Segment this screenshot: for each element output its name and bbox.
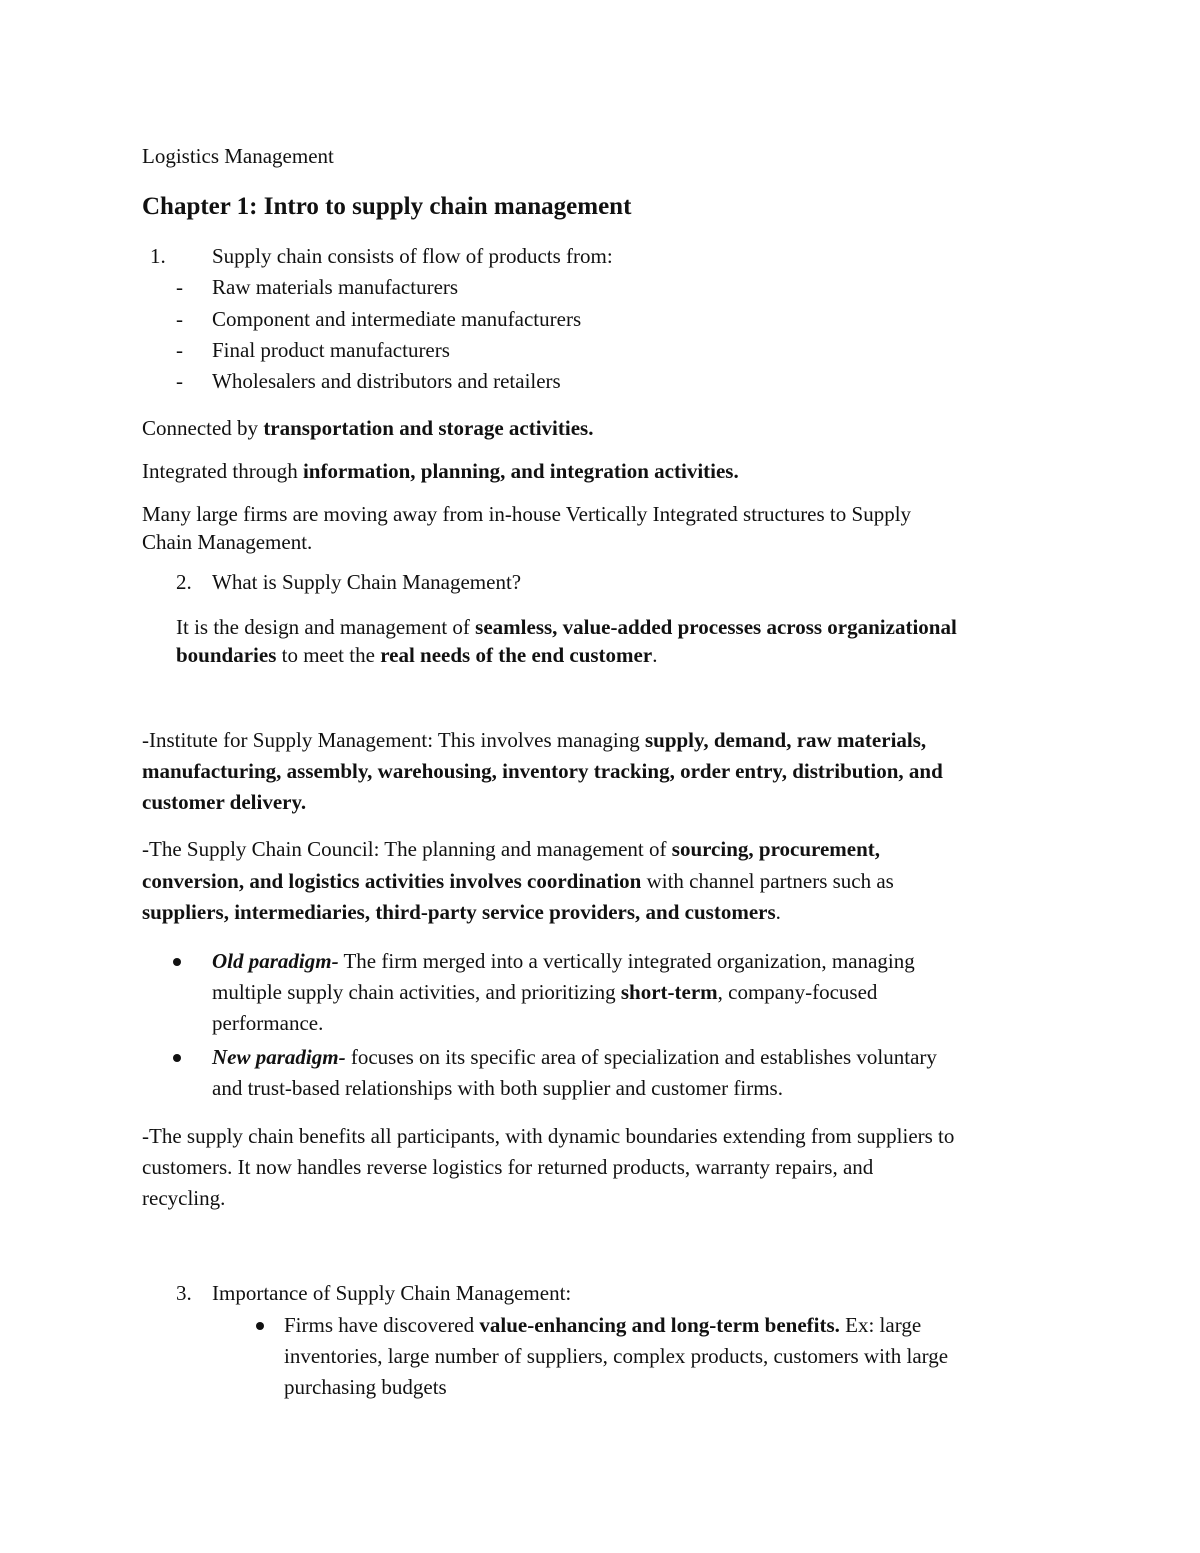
new-paradigm-line1: [212, 1042, 937, 1073]
section3-heading: Importance of Supply Chain Management:: [212, 1281, 572, 1305]
many-firms-line2: Chain Management.: [142, 530, 313, 554]
connected-paragraph: [142, 413, 593, 444]
importance-bold: value-enhancing and long-term benefits.: [479, 1313, 840, 1337]
old-paradigm-line2: [212, 977, 877, 1008]
ism-line1: [142, 725, 926, 756]
scc-line2: [142, 866, 894, 897]
importance-prefix: Firms have discovered: [284, 1313, 480, 1337]
definition-mid: to meet the: [276, 643, 381, 667]
new-paradigm-line2: and trust-based relationships with both supplier and customer firms.: [212, 1076, 783, 1100]
integrated-bold: information, planning, and integration activities.: [302, 459, 739, 483]
definition-end: .: [652, 643, 658, 667]
benefits-line1: -The supply chain benefits all participants, with dynamic boundaries extending from suppliers to: [142, 1124, 955, 1148]
benefits-line2: customers. It now handles reverse logistics for returned products, warranty repairs, and: [142, 1155, 874, 1179]
benefits-line3: recycling.: [142, 1186, 226, 1210]
ism-line2: manufacturing, assembly, warehousing, inventory tracking, order entry, distribution, and: [142, 759, 943, 783]
definition-bold3: real needs of the end customer: [380, 643, 653, 667]
connected-prefix: Connected by: [142, 416, 264, 440]
many-firms-line1: Many large firms are moving away from in-house Vertically Integrated structures to Supply: [142, 502, 912, 526]
definition-bold1: seamless, value-added processes across organizational: [475, 615, 957, 639]
bullet-icon: [173, 1054, 181, 1062]
new-paradigm-label: New paradigm-: [212, 1045, 346, 1069]
bullet-icon: [256, 1322, 264, 1330]
old-paradigm-line2-bold: short-term: [620, 980, 718, 1004]
list-dash: -: [176, 338, 183, 362]
integrated-paragraph: [142, 456, 739, 487]
definition-line2: [176, 640, 657, 671]
scc-bold3: suppliers, intermediaries, third-party service providers, and customers: [142, 900, 776, 924]
ism-prefix: -Institute for Supply Management: This involves managing: [142, 728, 645, 752]
section1-number: 1.: [150, 244, 166, 268]
definition-prefix: It is the design and management of: [176, 615, 476, 639]
section3-number: 3.: [176, 1281, 192, 1305]
connected-bold: transportation and storage activities.: [263, 416, 594, 440]
chapter-heading: Chapter 1: Intro to supply chain management: [142, 193, 632, 220]
list-dash: -: [176, 275, 183, 299]
new-paradigm-text: focuses on its specific area of specialization and establishes voluntary: [345, 1045, 937, 1069]
section2-heading: What is Supply Chain Management?: [212, 570, 522, 594]
ism-bold1: supply, demand, raw materials,: [644, 728, 927, 752]
scc-end: .: [775, 900, 781, 924]
old-paradigm-line1: [212, 946, 915, 977]
scc-mid: with channel partners such as: [641, 869, 894, 893]
list-item: Wholesalers and distributors and retailers: [212, 369, 561, 393]
old-paradigm-label: Old paradigm-: [212, 949, 339, 973]
importance-line2: inventories, large number of suppliers, complex products, customers with large: [284, 1344, 949, 1368]
old-paradigm-text: The firm merged into a vertically integrated organization, managing: [338, 949, 915, 973]
scc-line3: [142, 897, 781, 928]
section1-heading: Supply chain consists of flow of products from:: [212, 244, 613, 268]
scc-line1: [142, 834, 880, 865]
old-paradigm-line3: performance.: [212, 1011, 324, 1035]
bullet-icon: [173, 958, 181, 966]
definition-line1: [176, 612, 957, 643]
importance-line1: [284, 1310, 921, 1341]
list-dash: -: [176, 307, 183, 331]
ism-line3: customer delivery.: [142, 790, 307, 814]
scc-bold2: conversion, and logistics activities involves coordination: [142, 869, 642, 893]
scc-bold1: sourcing, procurement,: [671, 837, 881, 861]
list-item: Component and intermediate manufacturers: [212, 307, 582, 331]
definition-bold2: boundaries: [176, 643, 277, 667]
scc-prefix: -The Supply Chain Council: The planning and management of: [142, 837, 672, 861]
importance-line3: purchasing budgets: [284, 1375, 447, 1399]
section2-number: 2.: [176, 570, 192, 594]
old-paradigm-line2-suffix: , company-focused: [717, 980, 878, 1004]
list-dash: -: [176, 369, 183, 393]
document-title: Logistics Management: [142, 144, 334, 168]
old-paradigm-line2-prefix: multiple supply chain activities, and prioritizing: [212, 980, 621, 1004]
list-item: Raw materials manufacturers: [212, 275, 459, 299]
importance-suffix: Ex: large: [839, 1313, 922, 1337]
integrated-prefix: Integrated through: [142, 459, 303, 483]
list-item: Final product manufacturers: [212, 338, 450, 362]
